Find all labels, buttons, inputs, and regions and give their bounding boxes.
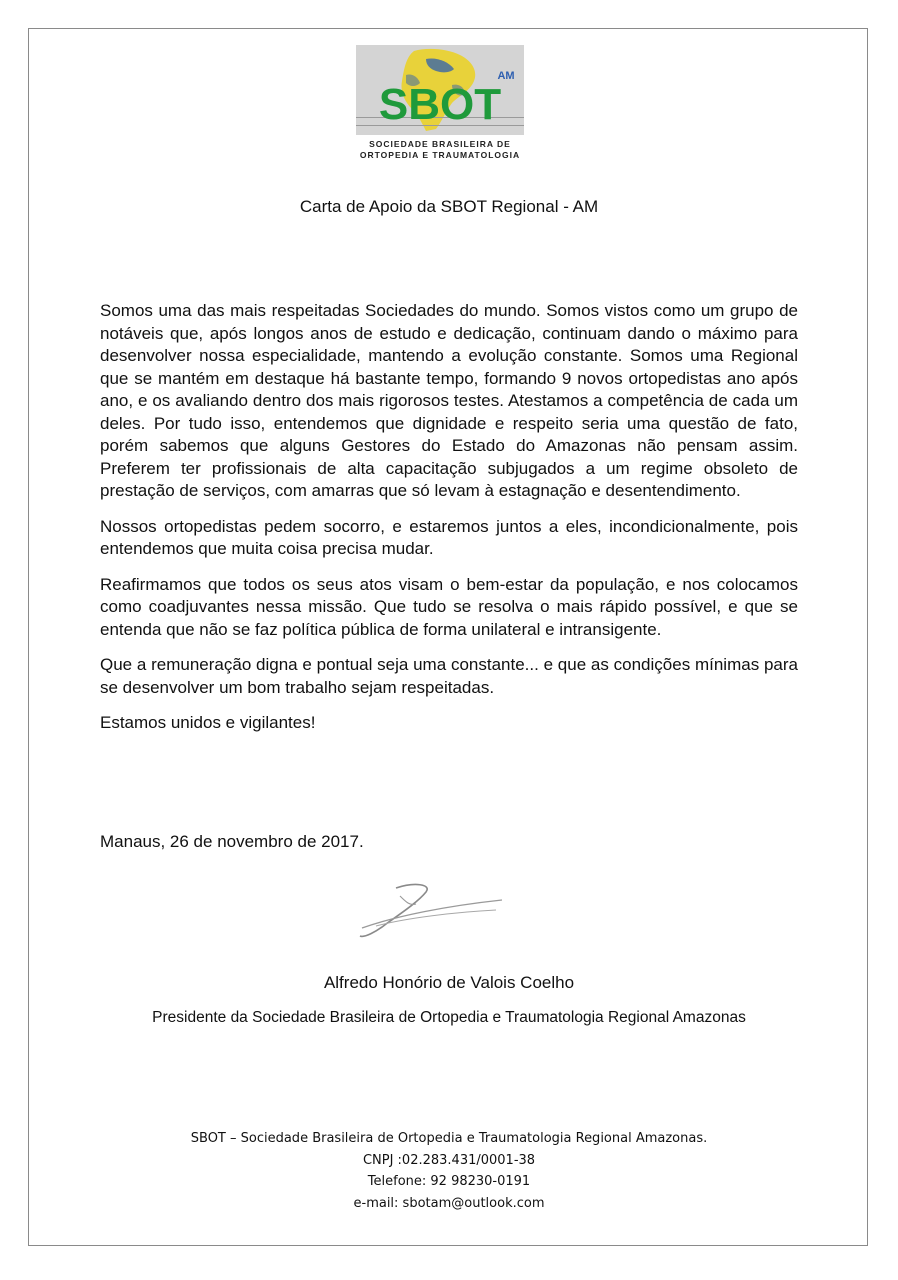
body-paragraph: Estamos unidos e vigilantes! [100, 713, 316, 732]
body-paragraph: Nossos ortopedistas pedem socorro, e estaremos juntos a eles, incondicionalmente, pois entendemos que muita coisa precisa mudar. [100, 516, 798, 558]
sbot-logo [356, 45, 524, 163]
footer-organization: SBOT – Sociedade Brasileira de Ortopedia e Traumatologia Regional Amazonas. [190, 1131, 708, 1146]
footer-phone: Telefone: 92 98230-0191 [367, 1174, 531, 1189]
footer-cnpj: CNPJ :02.283.431/0001-38 [362, 1152, 536, 1168]
logo-caption-line2: ORTOPEDIA E TRAUMATOLOGIA [359, 150, 521, 160]
body-paragraph: Reafirmamos que todos os seus atos visam o bem-estar da população, e nos colocamos como coadjuvantes nessa missão. Que tudo se resolva o mais rápido possível, e que se entenda que não se faz política pública de forma unilateral e intransigente. [100, 574, 798, 639]
letter-body [100, 300, 798, 748]
footer-email: e-mail: sbotam@outlook.com [353, 1195, 545, 1211]
logo-wordmark: SBOT [378, 80, 502, 129]
body-paragraph: Que a remuneração digna e pontual seja uma constante... e que as condições mínimas para se desenvolver um bom trabalho sejam respeitadas. [100, 655, 798, 697]
date-line: Manaus, 26 de novembro de 2017. [100, 832, 364, 851]
logo-graphic [356, 45, 524, 135]
footer [0, 1128, 898, 1214]
logo-badge: AM [497, 70, 515, 82]
logo-caption-line1: SOCIEDADE BRASILEIRA DE [369, 139, 511, 149]
signer-role: Presidente da Sociedade Brasileira de Ortopedia e Traumatologia Regional Amazonas [152, 1009, 746, 1026]
handwritten-signature [356, 878, 506, 950]
letter-title: Carta de Apoio da SBOT Regional - AM [299, 197, 599, 216]
brazil-map-icon [356, 45, 524, 135]
signer-name: Alfredo Honório de Valois Coelho [323, 973, 575, 992]
body-paragraph: Somos uma das mais respeitadas Sociedades do mundo. Somos vistos como um grupo de notáveis que, após longos anos de estudo e dedicação, continuam dando o máximo para desenvolver nossa especialidade, mantendo a evolução constante. Somos uma Regional que se mantém em destaque há bastante tempo, formando 9 novos ortopedistas ano após ano, e os avaliando dentro dos mais rigorosos testes. Atestamos a competência de cada um deles. Por tudo isso, entendemos que dignidade e respeito seria uma questão de fato, porém sabemos que alguns Gestores do Estado do Amazonas não pensam assim. Preferem ter profissionais de alta capacitação subjugados a um regime obsoleto de prestação de serviços, com amarras que só levam à estagnação e desentendimento. [100, 301, 798, 500]
